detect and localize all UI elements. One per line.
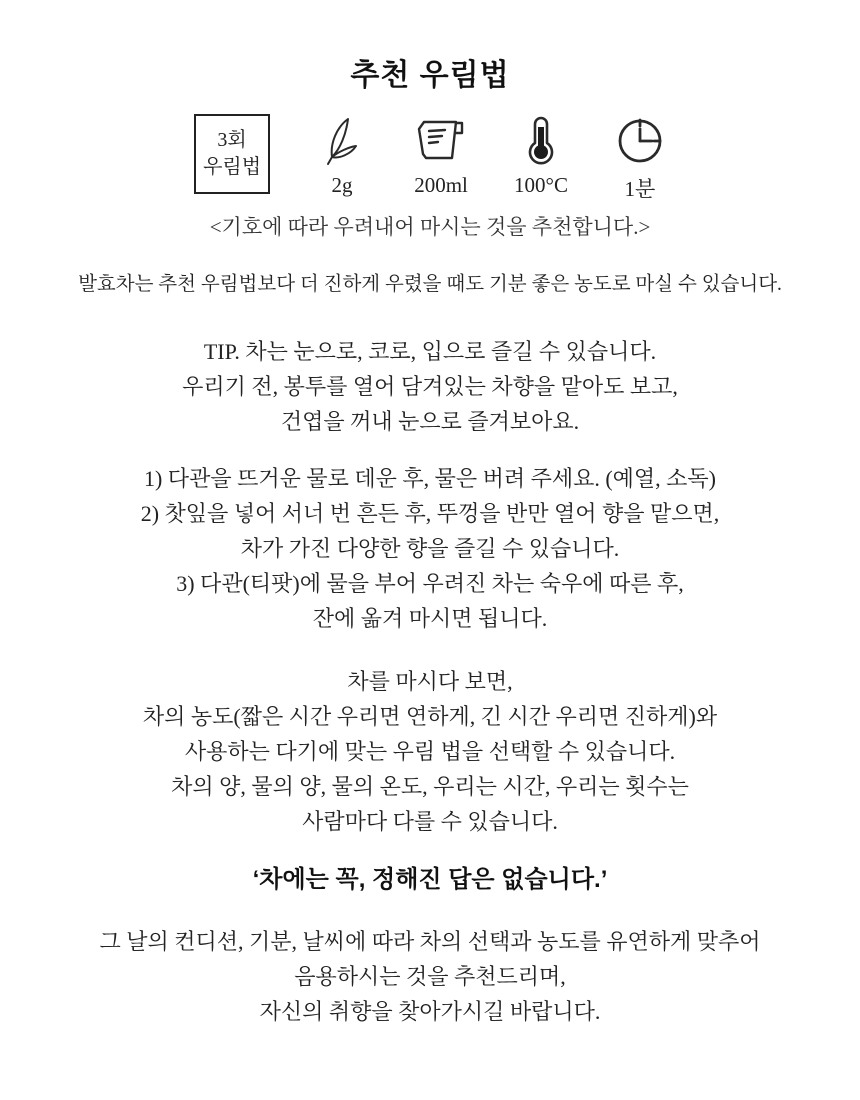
spec-water-temp — [514, 114, 568, 198]
brew-time-label: 1분 — [624, 177, 656, 201]
leaf-amount-label: 2g — [331, 173, 353, 197]
measuring-cup-icon — [414, 114, 468, 168]
closing-paragraph: 그 날의 컨디션, 기분, 날씨에 따라 차의 선택과 농도를 유연하게 맞추어 음용하시는 것을 추천드리며, 자신의 취향을 찾아가시길 바랍니다. — [99, 929, 761, 1024]
fermented-tea-note: 발효차는 추천 우림법보다 더 진하게 우렸을 때도 기분 좋은 농도로 마실 수 있습니다. — [78, 274, 782, 295]
preference-paragraph: 차를 마시다 보면, 차의 농도(짧은 시간 우리면 연하게, 긴 시간 우리면 진하게)와 사용하는 다기에 맞는 우림 법을 선택할 수 있습니다. 차의 양, 물의 양, 물의 온도, 우리는 시간, 우리는 횟수는 사람마다 다를 수 있습니다. — [142, 669, 718, 834]
brew-count-line1: 3회 — [217, 129, 247, 151]
page-title: 추천 우림법 — [350, 59, 510, 92]
tip-paragraph: TIP. 차는 눈으로, 코로, 입으로 즐길 수 있습니다. 우리기 전, 봉투를 열어 담겨있는 차향을 맡아도 보고, 건엽을 꺼내 눈으로 즐겨보아요. — [182, 339, 678, 434]
brewing-steps: 1) 다관을 뜨거운 물로 데운 후, 물은 버려 주세요. (예열, 소독) 2) 찻잎을 넣어 서너 번 흔든 후, 뚜껑을 반만 열어 향을 맡으면, 차가 가진 다양한 향을 즐길 수 있습니다. 3) 다관(티팟)에 물을 부어 우려진 차는 숙우에 따른 후, 잔에 옮겨 마시면 됩니다. — [140, 466, 720, 631]
brew-caption: <기호에 따라 우려내어 마시는 것을 추천합니다.> — [209, 215, 651, 239]
spec-brew-time — [614, 114, 666, 203]
brew-count-line2: 우림법 — [203, 156, 262, 178]
brew-count-box — [194, 114, 270, 194]
leaf-icon — [322, 114, 362, 168]
water-temp-label: 100°C — [514, 173, 568, 197]
water-amount-label: 200ml — [414, 173, 468, 197]
thermometer-icon — [525, 114, 557, 168]
spec-water-amount — [414, 114, 468, 198]
tea-quote: ‘차에는 꼭, 정해진 답은 없습니다.’ — [252, 866, 608, 893]
brew-spec-row — [0, 114, 860, 203]
clock-icon — [615, 114, 665, 168]
spec-leaf-amount — [316, 114, 368, 198]
